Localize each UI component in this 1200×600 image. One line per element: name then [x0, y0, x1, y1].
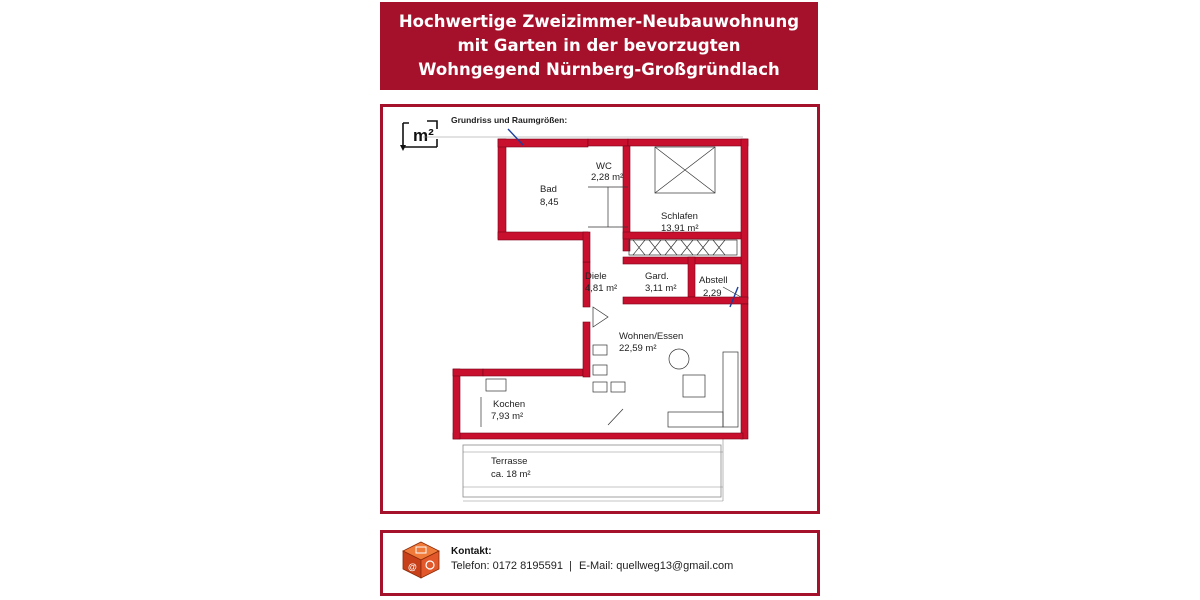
area-icon — [400, 121, 437, 151]
floor-plan-frame — [380, 104, 820, 514]
room-terrasse-size: ca. 18 m² — [491, 469, 531, 480]
room-diele-name: Diele — [585, 271, 607, 282]
area-badge: m² — [413, 126, 434, 145]
room-wc-size: 2,28 m² — [591, 172, 624, 183]
contact-separator: | — [569, 560, 572, 572]
room-terrasse-name: Terrasse — [491, 456, 528, 467]
room-wohnen-name: Wohnen/Essen — [619, 331, 684, 342]
room-kochen-size: 7,93 m² — [491, 411, 524, 422]
plan-outline — [423, 137, 743, 501]
floor-plan — [383, 107, 817, 511]
room-diele-size: 4,81 m² — [585, 283, 618, 294]
room-bad-size: 8,45 — [540, 197, 559, 208]
room-wc-name: WC — [596, 161, 612, 172]
room-gard-size: 3,11 m² — [645, 283, 677, 294]
contact-title: Kontakt: — [451, 546, 492, 557]
room-abstell-name: Abstell — [699, 275, 728, 286]
title-line-1: Hochwertige Zweizimmer-Neubauwohnung — [398, 12, 800, 31]
title-banner — [380, 2, 818, 90]
room-gard-name: Gard. — [645, 271, 669, 282]
contact-phone: Telefon: 0172 8195591 — [451, 560, 563, 572]
room-wohnen-size: 22,59 m² — [619, 343, 657, 354]
room-kochen-name: Kochen — [493, 399, 526, 410]
plan-caption: Grundriss und Raumgrößen: — [451, 115, 568, 125]
room-schlafen-name: Schlafen — [661, 211, 698, 222]
title-line-3: Wohngegend Nürnberg-Großgründlach — [418, 60, 780, 79]
contact-box — [380, 530, 820, 596]
svg-text:@: @ — [408, 562, 417, 572]
room-schlafen-size: 13,91 m² — [661, 223, 699, 234]
room-abstell-size: 2,29 — [703, 288, 722, 299]
contact-email-link[interactable]: E-Mail: quellweg13@gmail.com — [579, 560, 734, 572]
contact-cube-icon — [401, 540, 441, 580]
room-bad-name: Bad — [540, 184, 557, 195]
title-line-2: mit Garten in der bevorzugten — [457, 36, 741, 55]
